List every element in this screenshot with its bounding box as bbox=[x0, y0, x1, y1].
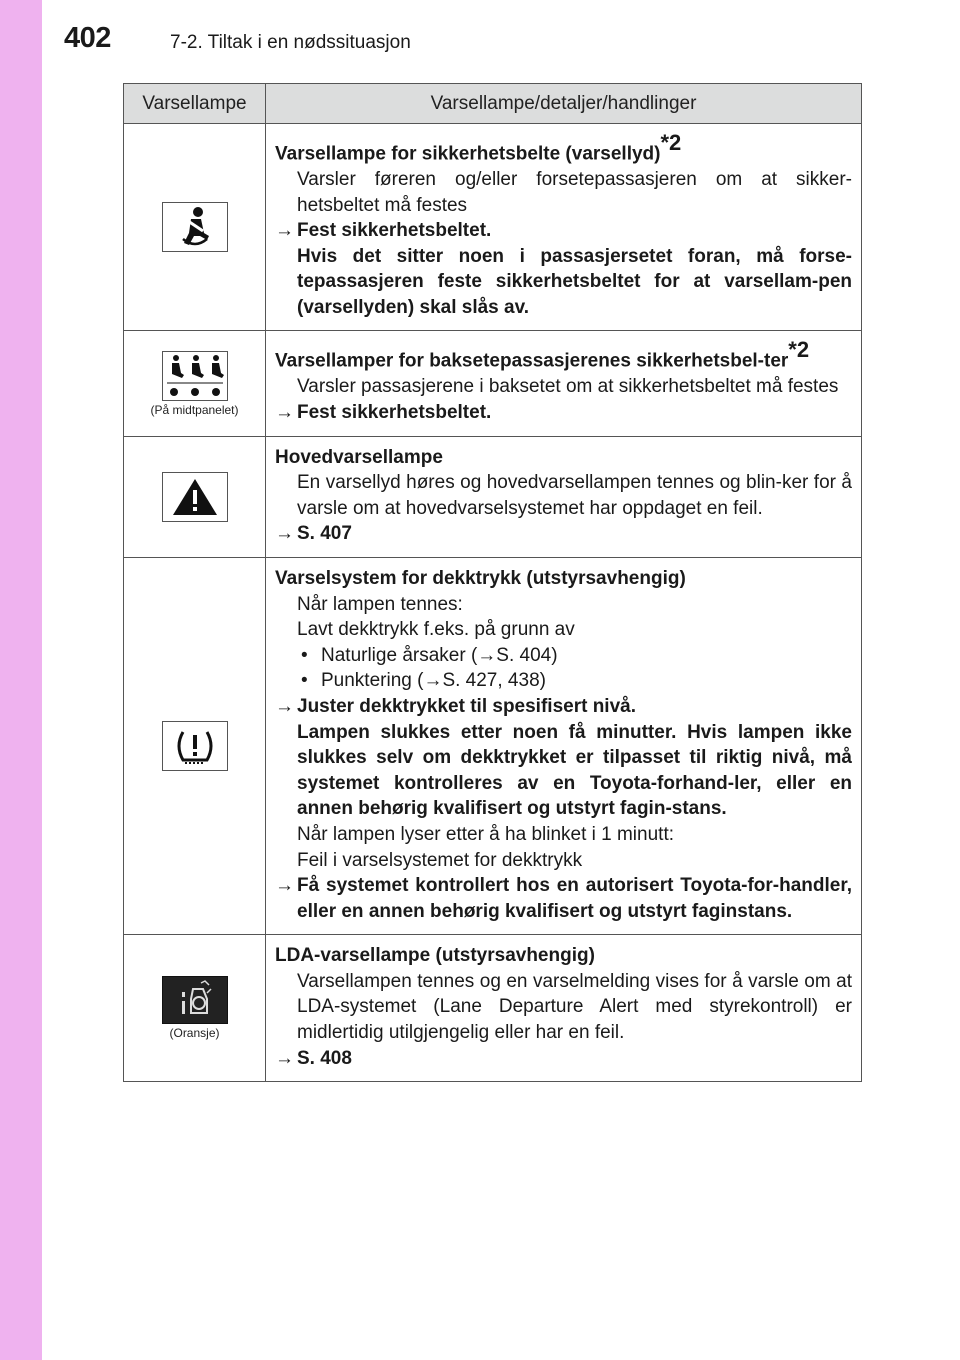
item-title: Hovedvarsellampe bbox=[275, 446, 443, 468]
warning-lamp-table bbox=[123, 83, 862, 1082]
item-action: → Fest sikkerhetsbeltet. bbox=[275, 402, 492, 423]
item-action-detail: Lampen slukkes etter noen få minutter. Hvis lampen ikke slukkes selv om dekktrykket er tilpasset til riktig nivå, må systemet kontrolleres av en Toyota-forhand-ler, eller en annen behørig kvalifisert og utstyrt fagin-stans. bbox=[297, 721, 852, 820]
list-item: • Naturlige årsaker (→S. 404) bbox=[301, 644, 558, 666]
item-description: Varsler føreren og/eller forsetepassasjeren om at sikker-hetsbeltet må festes bbox=[297, 168, 852, 216]
table-row bbox=[124, 935, 862, 1082]
lamp-icon-cell bbox=[124, 935, 266, 1082]
item-title: Varsellamper for baksetepassasjerenes sikkerhetsbel-ter$^{*2}$ bbox=[275, 337, 810, 372]
item-action: → Juster dekktrykket til spesifisert nivå. bbox=[275, 695, 636, 717]
lamp-details-cell bbox=[266, 331, 862, 436]
item-line: Når lampen tennes: bbox=[297, 593, 463, 615]
item-action: → S. 407 bbox=[275, 523, 352, 545]
item-line: Når lampen lyser etter å ha blinket i 1 minutt: bbox=[297, 823, 675, 845]
item-description: Varsler passasjerene i baksetet om at sikkerhetsbeltet må festes bbox=[297, 376, 839, 398]
lamp-details-cell bbox=[266, 557, 862, 934]
table-header-row bbox=[124, 84, 862, 124]
lamp-details-cell bbox=[266, 935, 862, 1082]
master-warning-icon bbox=[162, 472, 228, 522]
tire-pressure-warning-icon bbox=[162, 721, 228, 771]
section-title: 7-2. Tiltak i en nødssituasjon bbox=[170, 32, 411, 53]
lamp-icon-cell bbox=[124, 436, 266, 557]
icon-caption: (Oransje) bbox=[169, 1026, 220, 1041]
icon-caption: (På midtpanelet) bbox=[150, 402, 239, 417]
item-title: Varselsystem for dekktrykk (utstyrsavhengig) bbox=[275, 567, 686, 589]
item-line: Lavt dekktrykk f.eks. på grunn av bbox=[297, 619, 575, 641]
column-header-details: Varsellampe/detaljer/handlinger bbox=[266, 84, 862, 124]
item-title: Varsellampe for sikkerhetsbelte (varsellyd)$^{*2}$ bbox=[275, 130, 682, 165]
table-row bbox=[124, 436, 862, 557]
item-description: Varsellampen tennes og en varselmelding vises for å varsle om at LDA-systemet (Lane Departure Alert med styrekontroll) er midlertidig utilgjengelig eller har en feil. bbox=[297, 970, 852, 1044]
item-title: LDA-varsellampe (utstyrsavhengig) bbox=[275, 945, 595, 967]
page-number: 402 bbox=[64, 22, 111, 54]
lamp-icon-cell bbox=[124, 557, 266, 934]
item-action-detail: Hvis det sitter noen i passasjersetet foran, må forse-tepassasjeren feste sikkerhetsbeltet for at varsellam-pen (varsellyden) skal slås av. bbox=[297, 245, 852, 318]
table-row bbox=[124, 124, 862, 331]
seatbelt-warning-icon bbox=[162, 202, 228, 252]
table-row bbox=[124, 331, 862, 436]
item-description: En varsellyd høres og hovedvarsellampen tennes og blin-ker for å varsle om at hovedvarselsystemet har oppdaget en feil. bbox=[297, 472, 852, 519]
table-row bbox=[124, 557, 862, 934]
lda-warning-icon bbox=[162, 976, 228, 1024]
lamp-icon-cell bbox=[124, 331, 266, 436]
lamp-details-cell bbox=[266, 436, 862, 557]
list-item: • Punktering (→S. 427, 438) bbox=[301, 670, 546, 692]
chapter-side-bar bbox=[0, 0, 42, 1360]
item-action: → Fest sikkerhetsbeltet. bbox=[275, 220, 492, 242]
item-action: → Få systemet kontrollert hos en autorisert Toyota-for-handler, eller en annen behørig kvalifisert og utstyrt faginstans. bbox=[275, 875, 852, 922]
item-line: Feil i varselsystemet for dekktrykk bbox=[297, 849, 583, 871]
lamp-icon-cell bbox=[124, 124, 266, 331]
rear-seatbelt-warning-icon bbox=[162, 351, 228, 401]
lamp-details-cell bbox=[266, 124, 862, 331]
item-action: → S. 408 bbox=[275, 1047, 352, 1069]
column-header-lamp: Varsellampe bbox=[124, 84, 266, 124]
